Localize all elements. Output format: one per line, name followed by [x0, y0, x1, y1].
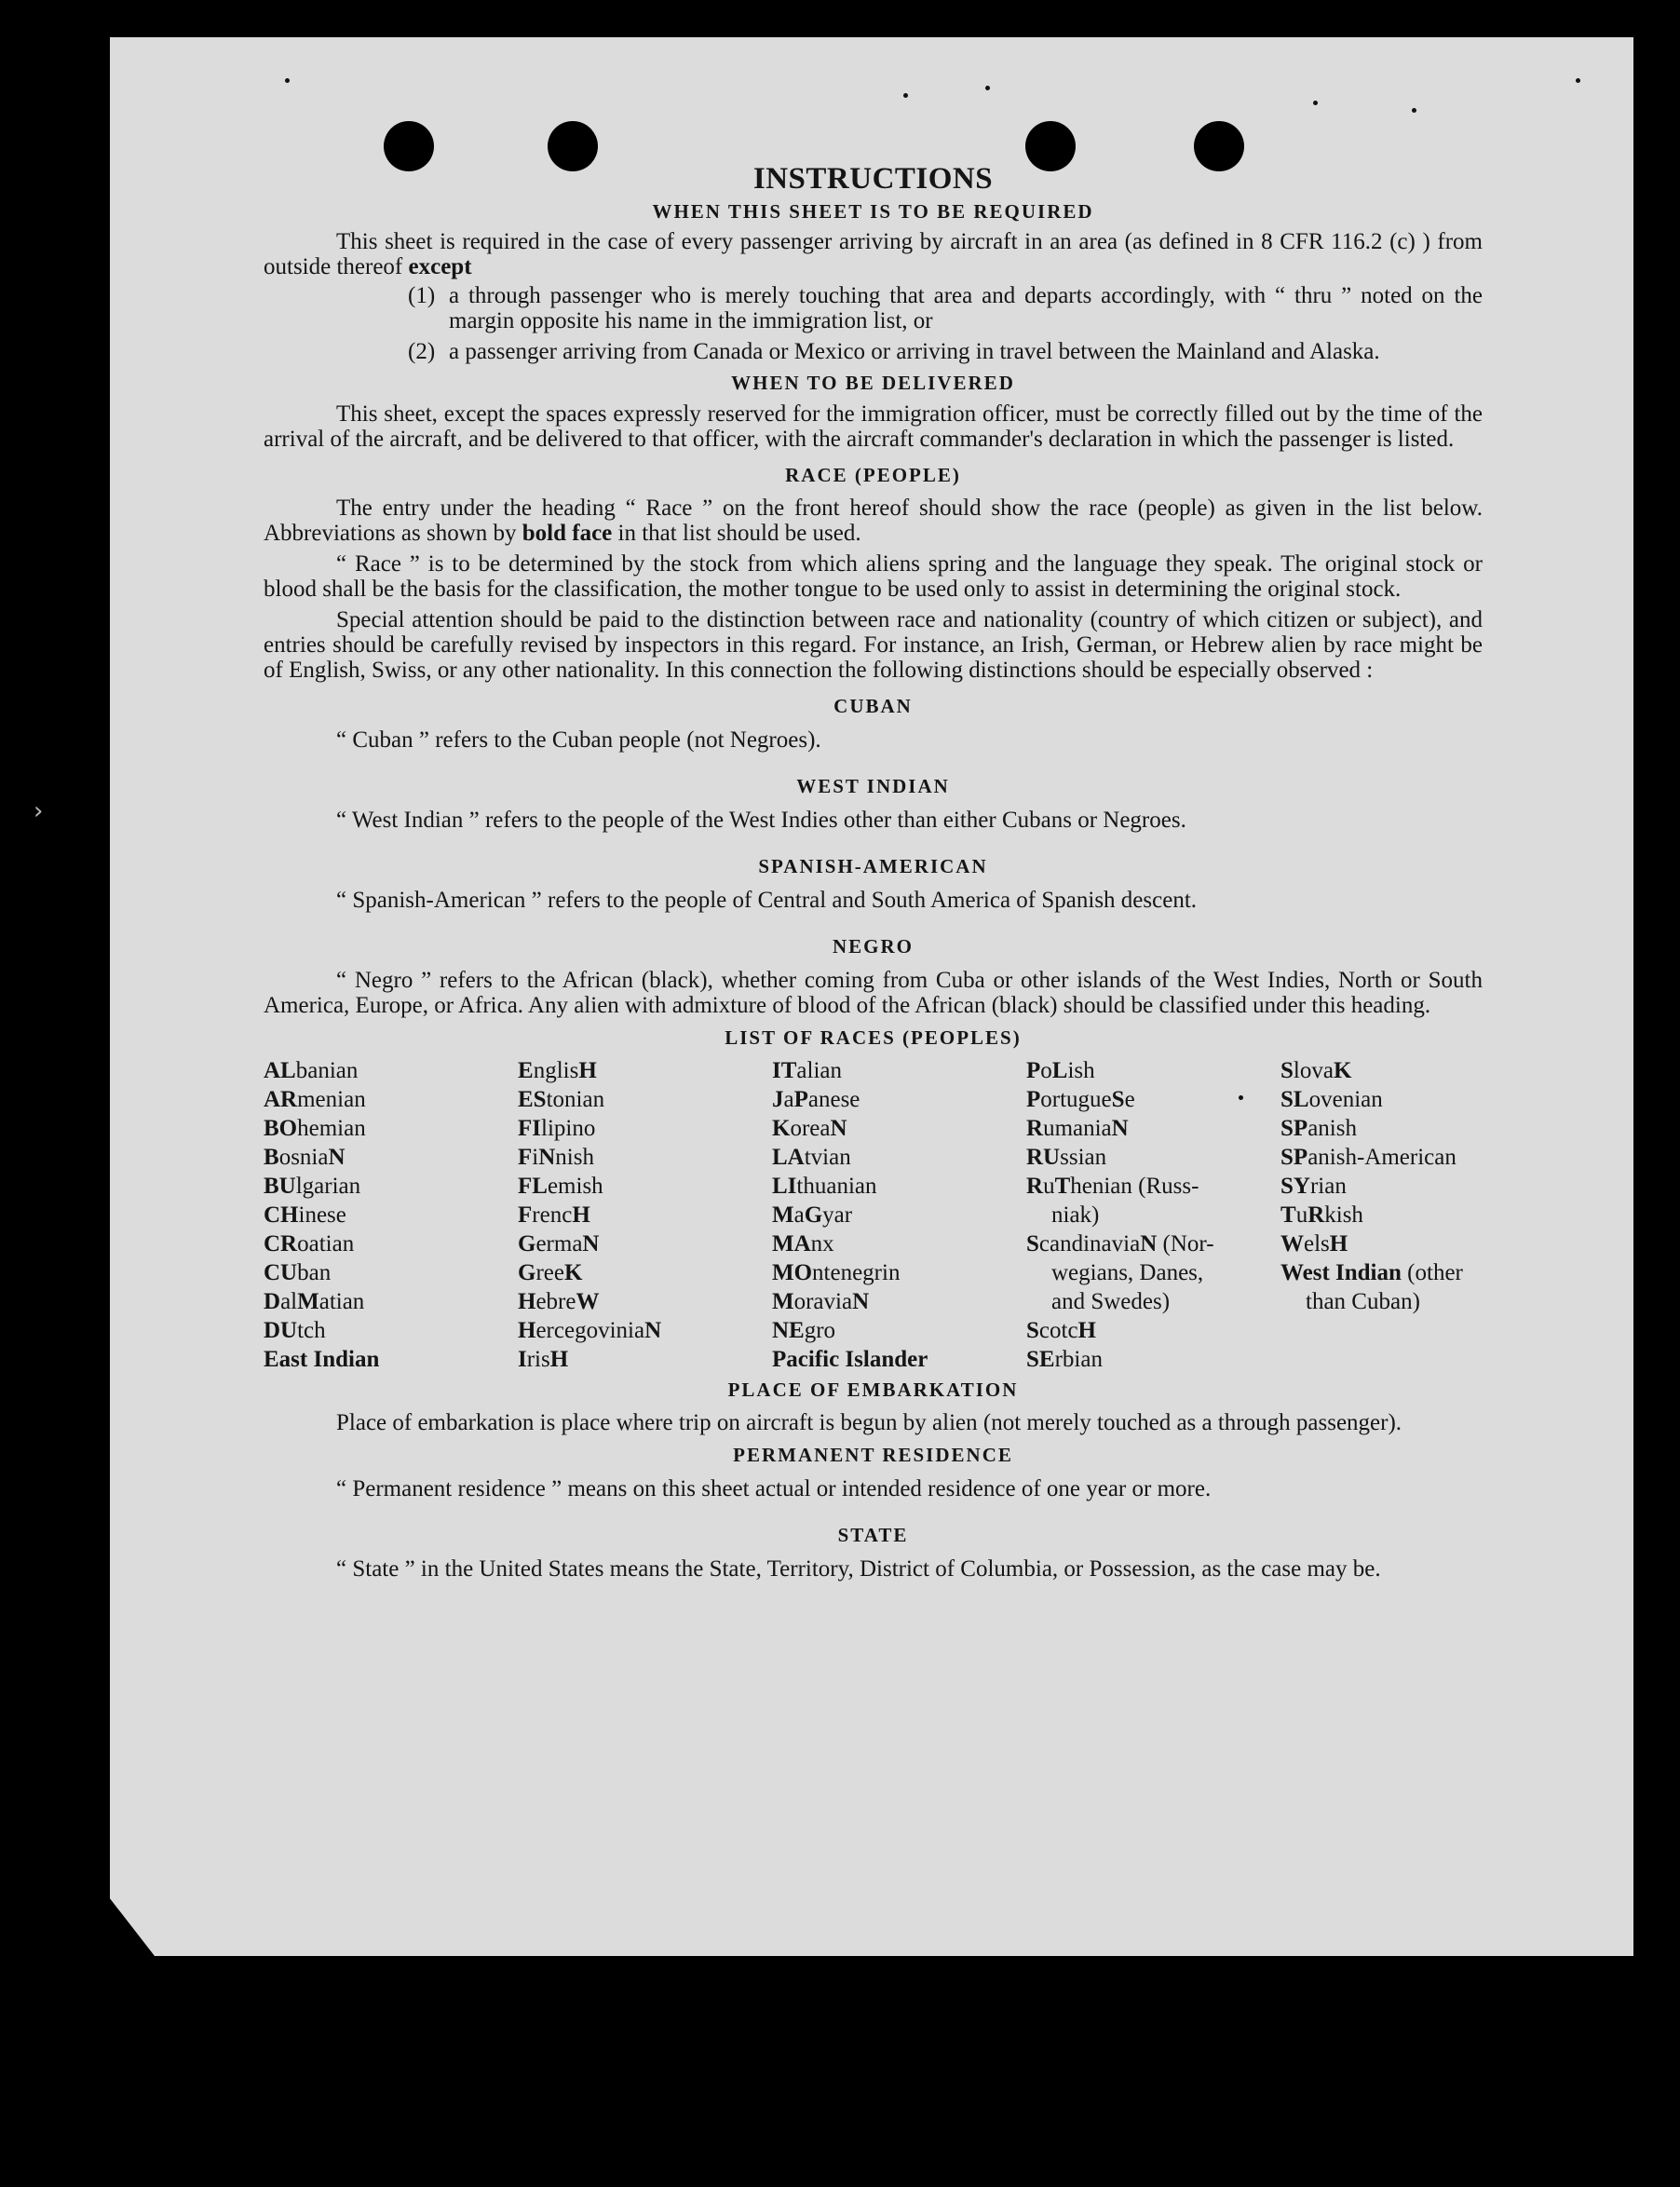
race-entry	[772, 1172, 1026, 1201]
race-entry	[264, 1316, 518, 1345]
race-entry	[264, 1287, 518, 1316]
race-abbrev: N	[644, 1318, 662, 1343]
race-entry	[1280, 1114, 1483, 1143]
race-abbrev: NE	[772, 1318, 805, 1343]
race-abbrev: LA	[772, 1145, 805, 1170]
race-abbrev: F	[518, 1202, 533, 1228]
race-abbrev: R	[1307, 1202, 1325, 1228]
race-abbrev: CH	[264, 1202, 299, 1228]
race-abbrev: M	[297, 1289, 319, 1314]
race-entry	[518, 1172, 772, 1201]
page-title: INSTRUCTIONS	[752, 162, 994, 196]
race-text: nglis	[533, 1058, 579, 1083]
race-abbrev: RU	[1026, 1145, 1061, 1170]
race-abbrev: N	[1111, 1116, 1129, 1141]
section-heading-negro: NEGRO	[832, 935, 914, 958]
race-entry	[1026, 1085, 1280, 1114]
race-text: nx	[810, 1231, 834, 1257]
race-entry	[1280, 1229, 1483, 1258]
race-entry	[772, 1056, 1026, 1085]
race-abbrev: DU	[264, 1318, 298, 1343]
race-entry	[1026, 1143, 1280, 1172]
race-abbrev: T	[1054, 1174, 1071, 1199]
section-heading-embarkation: PLACE OF EMBARKATION	[727, 1379, 1019, 1401]
race-text: lgarian	[295, 1174, 361, 1199]
race-entry	[772, 1085, 1026, 1114]
section-heading-residence: PERMANENT RESIDENCE	[733, 1444, 1013, 1466]
race-entry	[518, 1258, 772, 1287]
speck	[985, 86, 990, 90]
race-text: erma	[535, 1231, 583, 1257]
race-abbrev: G	[804, 1202, 823, 1228]
race-abbrev: E	[518, 1058, 534, 1083]
race-text: e	[1124, 1087, 1135, 1112]
race-text: ortugue	[1040, 1087, 1112, 1112]
race-text: anish-American	[1307, 1145, 1456, 1170]
race-entry	[264, 1114, 518, 1143]
race-abbrev: Pacific Islander	[772, 1347, 928, 1372]
race-entry	[264, 1201, 518, 1229]
race-text: anese	[807, 1087, 860, 1112]
race-abbrev: N	[830, 1116, 847, 1141]
race-text: a	[783, 1087, 794, 1112]
race-abbrev: P	[1026, 1087, 1041, 1112]
race-text: ree	[535, 1260, 564, 1285]
race-entry	[772, 1114, 1026, 1143]
races-table	[264, 1056, 1483, 1374]
section-heading-required: WHEN THIS SHEET IS TO BE REQUIRED	[652, 200, 1094, 223]
race-text: than Cuban)	[1306, 1289, 1420, 1314]
race-abbrev: H	[518, 1289, 536, 1314]
race-paragraph-1	[264, 496, 1483, 546]
race-text: yar	[822, 1202, 853, 1228]
race-text: wegians, Danes,	[1051, 1260, 1204, 1285]
west-indian-text: “ West Indian ” refers to the people of the West Indies other than either Cubans or Negroes.	[336, 808, 1186, 833]
list-item-text: a passenger arriving from Canada or Mexico or arriving in travel between the Mainland and Alaska.	[449, 339, 1380, 364]
race-entry	[264, 1345, 518, 1374]
race-abbrev: N	[538, 1145, 556, 1170]
race-text: ssian	[1060, 1145, 1107, 1170]
list-item	[408, 283, 1483, 333]
race-entry	[1026, 1345, 1280, 1374]
speck	[1412, 108, 1416, 113]
race-abbrev: CR	[264, 1231, 298, 1257]
race-text: gro	[804, 1318, 836, 1343]
race-text: u	[1043, 1174, 1055, 1199]
race-abbrev: H	[1077, 1318, 1096, 1343]
race-text: menian	[297, 1087, 366, 1112]
race-text: hemian	[297, 1116, 366, 1141]
race-abbrev: S	[1280, 1058, 1294, 1083]
section-heading-list-of-races: LIST OF RACES (PEOPLES)	[725, 1026, 1022, 1049]
section-heading-race: RACE (PEOPLE)	[785, 464, 961, 486]
speck	[285, 78, 290, 83]
required-intro-bold: except	[408, 254, 472, 279]
race-abbrev: S	[1026, 1231, 1039, 1257]
state-text: “ State ” in the United States means the State, Territory, District of Columbia, or Possession, as the case may be.	[336, 1556, 1381, 1582]
race-entry	[1280, 1056, 1483, 1085]
races-column	[772, 1056, 1026, 1374]
race-text: osnia	[278, 1145, 329, 1170]
race-p1-text: The entry under the heading “ Race ” on the front hereof should show the race (people) as given in the list below. Abbreviations as shown by	[264, 496, 1483, 546]
race-abbrev: S	[1111, 1087, 1125, 1112]
delivered-text: This sheet, except the spaces expressly reserved for the immigration officer, must be correctly filled out by the time of the arrival of the aircraft, and be delivered to that officer, with the aircraft commander's declaration in which the passenger is listed.	[264, 401, 1483, 452]
race-text: atian	[318, 1289, 365, 1314]
race-entry	[772, 1229, 1026, 1258]
list-item	[408, 339, 1483, 364]
section-heading-spanish-american: SPANISH-AMERICAN	[758, 855, 988, 877]
race-entry	[1026, 1316, 1280, 1345]
race-entry	[1280, 1258, 1483, 1287]
race-p1-bold: bold face	[522, 521, 613, 546]
race-abbrev: SE	[1026, 1347, 1055, 1372]
cuban-text: “ Cuban ” refers to the Cuban people (not Negroes).	[336, 727, 821, 753]
races-column	[264, 1056, 518, 1374]
speck	[1576, 78, 1580, 83]
residence-text: “ Permanent residence ” means on this sheet actual or intended residence of one year or more.	[336, 1476, 1212, 1501]
race-entry	[772, 1201, 1026, 1229]
race-paragraph-3: Special attention should be paid to the distinction between race and nationality (country of which citizen or subject), and entries should be carefully revised by inspectors in this regard. For instance, an Irish, German, or Hebrew alien by race might be of English, Swiss, or any other nationality. In this connection the following distinctions should be especially observed :	[264, 607, 1483, 683]
race-entry	[264, 1085, 518, 1114]
race-entry	[1026, 1114, 1280, 1143]
race-text: candinavia	[1038, 1231, 1141, 1257]
race-abbrev: M	[772, 1202, 794, 1228]
section-heading-west-indian: WEST INDIAN	[796, 775, 950, 797]
race-abbrev: ES	[518, 1087, 547, 1112]
race-abbrev: MO	[772, 1260, 813, 1285]
race-abbrev: H	[549, 1347, 569, 1372]
race-entry	[1280, 1201, 1483, 1229]
race-entry	[264, 1056, 518, 1085]
race-text: nish	[555, 1145, 594, 1170]
race-entry-continued	[1280, 1287, 1483, 1316]
races-column	[518, 1056, 772, 1374]
negro-text: “ Negro ” refers to the African (black), whether coming from Cuba or other islands of the West Indies, North or South America, Europe, or Africa. Any alien with admixture of blood of the African (black) should be classified under this heading.	[264, 968, 1483, 1018]
race-text: emish	[547, 1174, 603, 1199]
race-abbrev: BO	[264, 1116, 298, 1141]
races-column	[1280, 1056, 1483, 1374]
race-abbrev: N	[852, 1289, 870, 1314]
race-text: ercegovinia	[535, 1318, 645, 1343]
race-abbrev: P	[1026, 1058, 1041, 1083]
race-text: inese	[298, 1202, 346, 1228]
race-abbrev: FL	[518, 1174, 548, 1199]
race-abbrev: G	[518, 1260, 536, 1285]
race-text: ovenian	[1308, 1087, 1383, 1112]
race-text: alian	[796, 1058, 842, 1083]
race-entry	[772, 1143, 1026, 1172]
race-text: niak)	[1051, 1202, 1100, 1228]
race-entry	[518, 1056, 772, 1085]
section-heading-delivered: WHEN TO BE DELIVERED	[731, 372, 1015, 394]
race-entry	[518, 1114, 772, 1143]
race-entry	[518, 1316, 772, 1345]
race-abbrev: SY	[1280, 1174, 1310, 1199]
race-abbrev: P	[793, 1087, 808, 1112]
race-entry	[1280, 1085, 1483, 1114]
race-abbrev: AL	[264, 1058, 296, 1083]
required-intro	[264, 229, 1483, 279]
race-entry	[772, 1287, 1026, 1316]
race-entry	[518, 1201, 772, 1229]
race-text: els	[1304, 1231, 1330, 1257]
race-abbrev: R	[1026, 1116, 1044, 1141]
race-abbrev: SP	[1280, 1116, 1308, 1141]
race-abbrev: H	[1329, 1231, 1348, 1257]
race-entry	[772, 1345, 1026, 1374]
race-text: al	[280, 1289, 298, 1314]
race-entry	[1280, 1143, 1483, 1172]
race-text: umania	[1043, 1116, 1112, 1141]
race-text: a	[793, 1202, 805, 1228]
race-abbrev: F	[518, 1145, 533, 1170]
race-text: i	[532, 1145, 539, 1170]
race-text: tch	[297, 1318, 326, 1343]
race-entry	[772, 1316, 1026, 1345]
race-entry	[772, 1258, 1026, 1287]
race-abbrev: N	[328, 1145, 345, 1170]
race-abbrev: M	[772, 1289, 794, 1314]
race-entry	[264, 1172, 518, 1201]
race-abbrev: IT	[772, 1058, 797, 1083]
race-entry	[1280, 1172, 1483, 1201]
embarkation-text: Place of embarkation is place where trip on aircraft is begun by alien (not merely touched as a through passenger).	[336, 1410, 1402, 1435]
race-text: oravia	[793, 1289, 853, 1314]
race-p1-text-end: in that list should be used.	[617, 521, 861, 546]
race-text: thuanian	[796, 1174, 877, 1199]
race-text: ban	[297, 1260, 332, 1285]
race-entry	[264, 1229, 518, 1258]
race-text: ish	[1067, 1058, 1095, 1083]
race-entry-continued	[1026, 1201, 1280, 1229]
race-entry-continued	[1026, 1287, 1280, 1316]
race-abbrev: R	[1026, 1174, 1044, 1199]
race-text: tonian	[546, 1087, 605, 1112]
race-abbrev: H	[578, 1058, 597, 1083]
race-text: tvian	[804, 1145, 851, 1170]
race-entry	[1026, 1229, 1280, 1258]
instructions-content	[264, 160, 1483, 1582]
race-entry	[1026, 1172, 1280, 1201]
race-abbrev: G	[518, 1231, 536, 1257]
race-abbrev: I	[518, 1347, 527, 1372]
section-heading-cuban: CUBAN	[833, 695, 913, 717]
race-text: rbian	[1054, 1347, 1103, 1372]
speck	[1313, 101, 1318, 105]
race-text: ris	[526, 1347, 550, 1372]
race-text: anish	[1307, 1116, 1357, 1141]
race-text: (other	[1401, 1260, 1463, 1285]
race-abbrev: CU	[264, 1260, 298, 1285]
race-text: cotc	[1038, 1318, 1078, 1343]
race-abbrev: N	[1140, 1231, 1158, 1257]
race-text: and Swedes)	[1051, 1289, 1171, 1314]
spanish-american-text: “ Spanish-American ” refers to the people of Central and South America of Spanish descent.	[336, 888, 1198, 913]
race-abbrev: J	[772, 1087, 784, 1112]
race-abbrev: N	[582, 1231, 600, 1257]
race-text: oatian	[297, 1231, 355, 1257]
race-entry	[264, 1258, 518, 1287]
race-abbrev: S	[1026, 1318, 1039, 1343]
race-abbrev: K	[563, 1260, 583, 1285]
race-abbrev: T	[1280, 1202, 1296, 1228]
race-text: ntenegrin	[812, 1260, 901, 1285]
race-abbrev: AR	[264, 1087, 298, 1112]
race-abbrev: LI	[772, 1174, 797, 1199]
race-abbrev: B	[264, 1145, 279, 1170]
race-text: lova	[1293, 1058, 1334, 1083]
race-abbrev: SP	[1280, 1145, 1308, 1170]
race-entry	[1026, 1056, 1280, 1085]
race-abbrev: MA	[772, 1231, 811, 1257]
race-abbrev: H	[518, 1318, 536, 1343]
race-abbrev: K	[1333, 1058, 1352, 1083]
race-abbrev: D	[264, 1289, 281, 1314]
race-paragraph-2: “ Race ” is to be determined by the stock from which aliens spring and the language they speak. The original stock or blood shall be the basis for the classification, the mother tongue to be used only to assist in determining the original stock.	[264, 551, 1483, 602]
race-abbrev: SL	[1280, 1087, 1309, 1112]
race-entry	[518, 1287, 772, 1316]
race-text: henian (Russ-	[1070, 1174, 1199, 1199]
list-item-number: (1)	[408, 283, 436, 308]
race-entry	[518, 1143, 772, 1172]
race-entry	[518, 1345, 772, 1374]
race-text: lipino	[541, 1116, 596, 1141]
race-abbrev: West Indian	[1280, 1260, 1402, 1285]
race-abbrev: East Indian	[264, 1347, 380, 1372]
list-item-text: a through passenger who is merely touching that area and departs accordingly, with “ thru ” noted on the margin opposite his name in the immigration list, or	[449, 283, 1483, 333]
race-abbrev: BU	[264, 1174, 296, 1199]
race-text: (Nor-	[1157, 1231, 1214, 1257]
race-abbrev: L	[1051, 1058, 1068, 1083]
race-abbrev: W	[576, 1289, 600, 1314]
races-column	[1026, 1056, 1280, 1374]
list-item-number: (2)	[408, 339, 436, 364]
race-text: kish	[1324, 1202, 1363, 1228]
race-abbrev: H	[572, 1202, 590, 1228]
speck	[903, 93, 908, 98]
race-text: orea	[790, 1116, 831, 1141]
race-entry	[518, 1229, 772, 1258]
race-entry	[264, 1143, 518, 1172]
required-intro-text: This sheet is required in the case of every passenger arriving by aircraft in an area (as defined in 8 CFR 116.2 (c) ) from outside thereof	[264, 229, 1483, 279]
race-text: ebre	[535, 1289, 576, 1314]
race-abbrev: W	[1280, 1231, 1304, 1257]
race-text: renc	[532, 1202, 573, 1228]
race-text: o	[1040, 1058, 1052, 1083]
race-abbrev: FI	[518, 1116, 541, 1141]
race-abbrev: K	[772, 1116, 791, 1141]
edge-mark: ›	[34, 797, 44, 825]
race-text: rian	[1309, 1174, 1347, 1199]
race-entry-continued	[1026, 1258, 1280, 1287]
race-text: banian	[295, 1058, 359, 1083]
section-heading-state: STATE	[837, 1524, 909, 1546]
race-text: u	[1295, 1202, 1308, 1228]
race-entry	[518, 1085, 772, 1114]
